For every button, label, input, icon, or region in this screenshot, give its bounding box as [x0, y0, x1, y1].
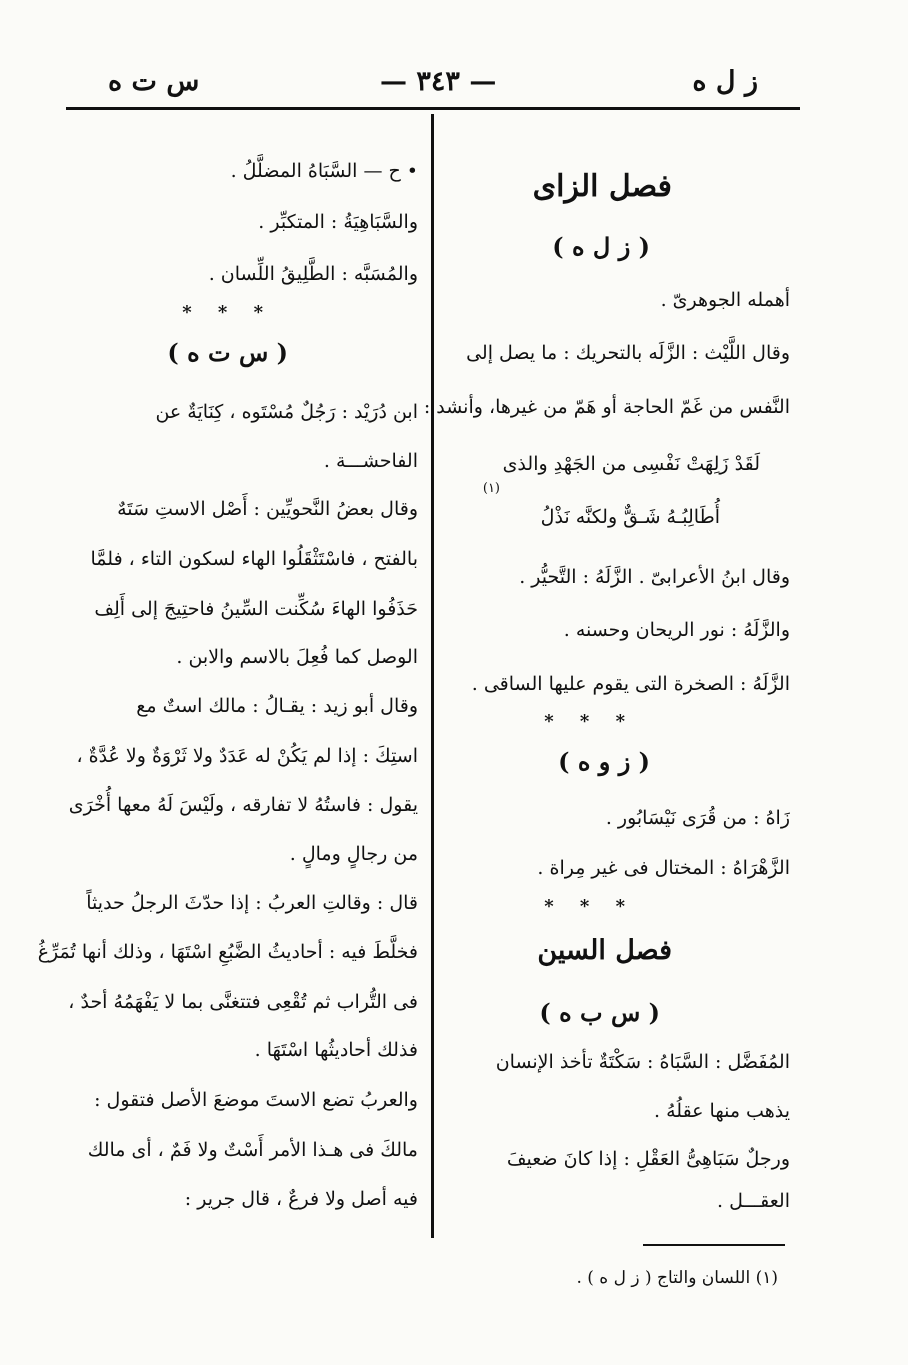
- text-line: حَذَفُوا الهاءَ سُكِّنت السِّينُ فاحتِيجَ إلى أَلِف: [94, 598, 418, 620]
- verse-line: لَقَدْ زَلِهَتْ نَفْسِى من الجَهْدِ والذى: [502, 453, 760, 475]
- text-line: من رجالٍ ومالٍ .: [289, 843, 418, 865]
- root-heading-zlh: ( ز ل ه ): [552, 232, 650, 261]
- root-heading-sbh: ( س ب ه ): [539, 998, 660, 1027]
- section-separator: * * *: [544, 896, 635, 917]
- text-line: وقال ابنُ الأعرابىّ . الزَّلَهُ : التَّحيُّر .: [519, 566, 790, 588]
- text-line: الزَّلَهُ : الصخرة التى يقوم عليها الساقى .: [471, 673, 790, 695]
- text-line: بالفتح ، فاسْتَثْقَلُوا الهاء لسكون التاء ، فلمَّا: [90, 548, 418, 570]
- text-line: ابن دُرَيْد : رَجُلٌ مُسْتَوه ، كِنَايَةٌ عن: [155, 401, 418, 423]
- text-line: استِكَ : إذا لم يَكُنْ له عَدَدٌ ولا ثَرْوَةٌ ولا عُدَّةٌ ،: [76, 745, 418, 767]
- text-line: والمُسَبَّه : الطَّلِيقُ اللِّسان .: [208, 263, 418, 285]
- text-line: النَّفس من غَمّ الحاجة أو هَمّ من غيرها، وأنشد :: [423, 396, 790, 418]
- section-title-sin: فصل السين: [537, 935, 672, 966]
- text-line: قال : وقالتِ العربُ : إذا حدّثَ الرجلُ حديثاً: [86, 892, 418, 914]
- text-line: فى التُّراب ثم تُقْعِى فتتغنَّى بما لا يَفْهَمُهُ أحدٌ ،: [68, 991, 418, 1013]
- text-line: فذلك أحاديثُها اسْتَهَا .: [254, 1039, 418, 1061]
- text-line: والزَّلَهُ : نور الريحان وحسنه .: [563, 619, 790, 641]
- page-number: — ٣٤٣ —: [380, 66, 497, 97]
- text-line: الفاحشـــة .: [323, 450, 418, 472]
- footnote-rule: [643, 1244, 785, 1246]
- root-heading-sth: ( س ت ه ): [167, 338, 288, 367]
- text-line: والعربُ تضع الاستَ موضعَ الأصل فتقول :: [94, 1089, 418, 1111]
- text-line: زَاهُ : من قُرَى نَيْسَابُور .: [605, 807, 790, 829]
- section-title-zay: فصل الزاى: [532, 169, 672, 204]
- footnote: (١) اللسان والتاج ( ز ل ه ) .: [576, 1268, 778, 1288]
- text-line: مالكَ فى هـذا الأمر أَسْتٌ ولا فَمٌ ، أى مالك: [87, 1139, 418, 1161]
- text-line: وقال اللَّيْث : الزَّلَه بالتحريك : ما يصل إلى: [466, 342, 790, 364]
- verse-line: أُطَالِبُـهُ شَـقٌّ ولكنَّه نَذْلُ: [540, 506, 720, 528]
- text-line: المُفَضَّل : السَّبَاهُ : سَكْتَةٌ تأخذ الإنسان: [495, 1051, 790, 1073]
- text-line: فخلَّطَ فيه : أحاديثُ الضَّبُعِ اسْتَهَا ، وذلك أنها تُمَرِّغُ: [37, 941, 418, 963]
- text-line: يقول : فاستُهُ لا تفارقه ، ولَيْسَ لَهُ معها أُخْرَى: [68, 794, 418, 816]
- text-line: العقـــل .: [716, 1190, 790, 1212]
- column-divider: [431, 114, 434, 1238]
- text-line: وقال أبو زيد : يقـالُ : مالك استٌ مع: [136, 695, 418, 717]
- section-separator: * * *: [182, 302, 273, 323]
- text-line: الزَّهْرَاهُ : المختال فى غير مِراة .: [537, 857, 790, 879]
- text-line: والسَّبَاهِيَةُ : المتكبِّر .: [258, 211, 418, 233]
- text-line: ورجلٌ سَبَاهِىُّ العَقْلِ : إذا كانَ ضعيفَ: [506, 1148, 790, 1170]
- running-head-right: ز ل ه: [692, 66, 758, 97]
- text-line: الوصل كما فُعِلَ بالاسم والابن .: [176, 646, 418, 668]
- text-line: أهمله الجوهرىّ .: [660, 289, 790, 311]
- header-rule: [66, 107, 800, 110]
- text-line: يذهب منها عقلُهُ .: [654, 1100, 790, 1122]
- text-line: فيه أصل ولا فرعٌ ، قال جرير :: [184, 1188, 418, 1210]
- text-line: • ح — السَّبَاهُ المضلَّلُ .: [230, 160, 418, 182]
- section-separator: * * *: [544, 711, 635, 732]
- running-head-left: س ت ه: [108, 66, 200, 97]
- text-line: وقال بعضُ النَّحويِّين : أَصْل الاستِ سَتَهٌ: [117, 498, 418, 520]
- root-heading-zwh: ( ز و ه ): [558, 747, 650, 776]
- footnote-marker: (١): [482, 481, 500, 496]
